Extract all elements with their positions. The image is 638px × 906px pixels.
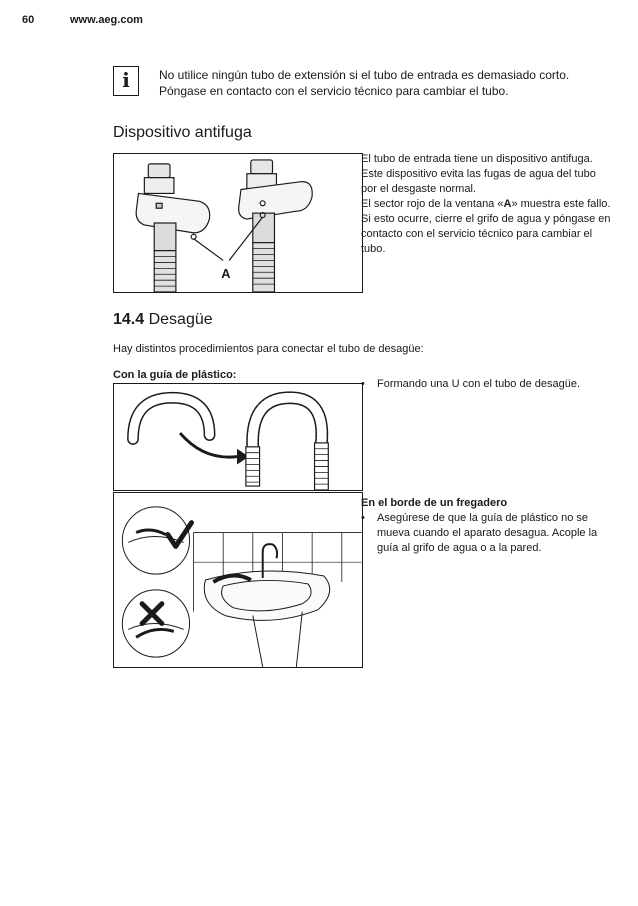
antileak-description (361, 152, 611, 257)
antileak-para-1: El tubo de entrada tiene un dispositivo antifuga. Este dispositivo evita las fugas de agua del tubo por el desgaste normal. (361, 153, 596, 195)
subheading-plastic-guide: Con la guía de plástico: (113, 369, 237, 381)
info-note (159, 67, 589, 99)
section-title-text: Desagüe (148, 311, 213, 328)
u-shape-illustration (114, 384, 362, 490)
figure-antileak-device (113, 153, 363, 293)
section-number: 14.4 (113, 311, 145, 328)
sink-illustration (114, 493, 362, 667)
site-url: www.aeg.com (70, 14, 143, 26)
figure-label-a: A (221, 266, 231, 282)
note-text: No utilice ningún tubo de extensión si el tubo de entrada es demasiado corto. Póngase en contacto con el servicio técnico para cambiar el tubo. (159, 68, 570, 98)
antileak-para-3: Si esto ocurre, cierre el grifo de agua y póngase en contacto con el servicio técnico para cambiar el tubo. (361, 213, 611, 255)
figure-u-shape-hose (113, 383, 363, 491)
figure-sink-edge (113, 492, 363, 668)
section-title-antileak: Dispositivo antifuga (113, 124, 252, 141)
plastic-guide-instructions (361, 377, 623, 392)
section-title-drain (113, 311, 213, 329)
bullet-sink-edge: • Asegúrese de que la guía de plástico no se mueva cuando el aparato desagua. Acople la guía al grifo de agua o a la pared. (361, 511, 611, 556)
antileak-para-2: El sector rojo de la ventana «A» muestra este fallo. (361, 198, 611, 210)
antileak-illustration (114, 154, 362, 292)
drain-intro: Hay distintos procedimientos para conectar el tubo de desagüe: (113, 343, 424, 355)
sink-edge-instructions (361, 496, 611, 556)
info-icon: i (113, 66, 139, 96)
bullet-u-shape: • Formando una U con el tubo de desagüe. (361, 377, 623, 392)
subheading-sink-edge: En el borde de un fregadero (361, 497, 508, 509)
page-number: 60 (22, 14, 35, 26)
